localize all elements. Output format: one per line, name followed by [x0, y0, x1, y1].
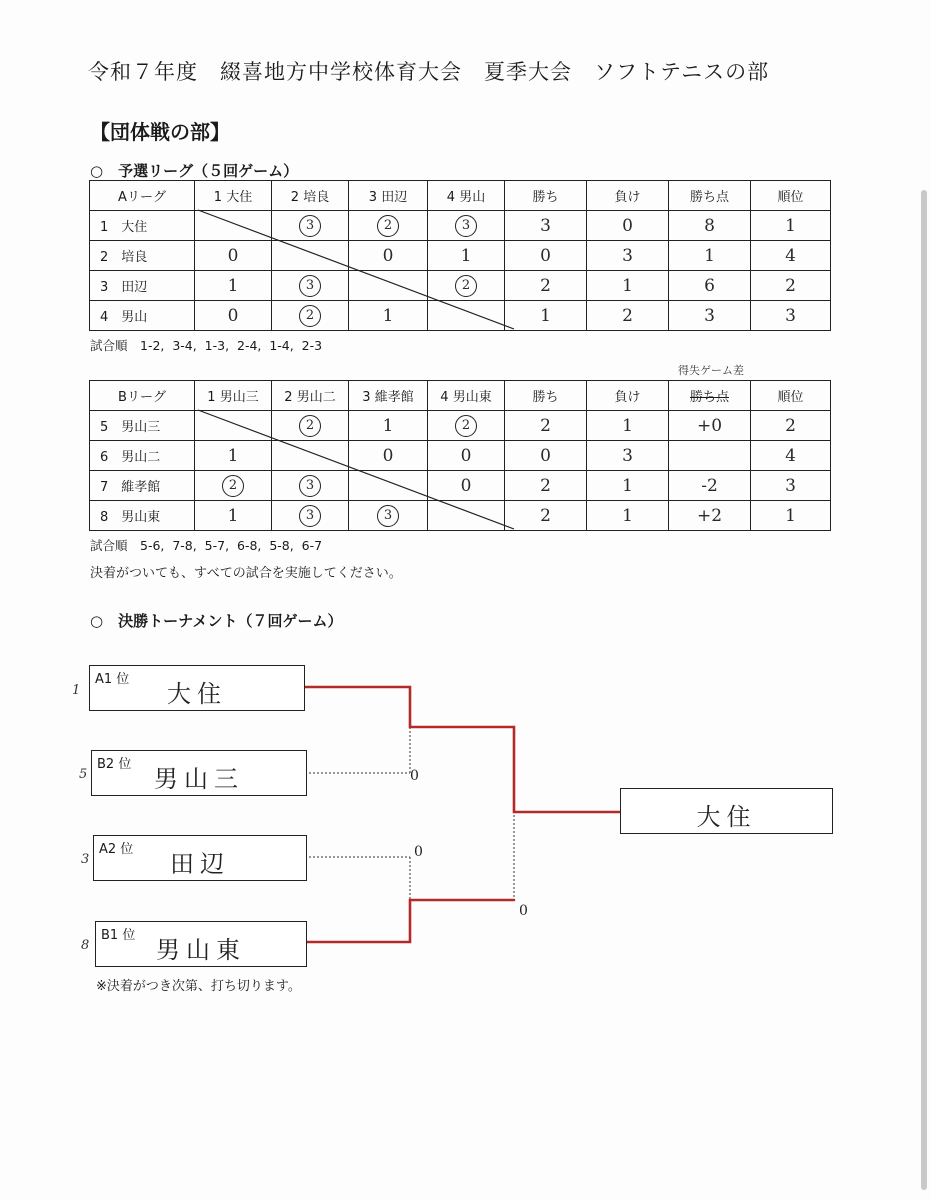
rank-cell: 3: [751, 471, 831, 501]
tournament-note: ※決着がつき次第、打ち切ります。: [96, 979, 301, 994]
bracket-slot-b1: [95, 921, 307, 967]
handwritten-note: 得失ゲーム差: [678, 364, 744, 377]
page-title: 令和７年度 綴喜地方中学校体育大会 夏季大会 ソフトテニスの部: [88, 60, 770, 84]
rank-cell: 2: [751, 411, 831, 441]
losses-cell: 3: [587, 241, 669, 271]
points-cell: +2: [669, 501, 751, 531]
result-cell: 1: [195, 441, 272, 471]
result-cell: 1: [195, 501, 272, 531]
seed-number: 1: [72, 683, 81, 698]
column-header: 4 男山東: [428, 381, 505, 411]
column-header: 3 維孝館: [349, 381, 428, 411]
slot-label: B1 位: [101, 928, 136, 943]
team-name: 8 男山東: [90, 501, 195, 531]
seed-number: 5: [79, 767, 88, 782]
match-score: 0: [410, 768, 419, 784]
seed-number: 3: [81, 852, 90, 867]
rank-cell: 4: [751, 441, 831, 471]
result-cell: 3: [272, 471, 349, 501]
team-name: 5 男山三: [90, 411, 195, 441]
points-cell: 3: [669, 301, 751, 331]
points-cell: 8: [669, 211, 751, 241]
result-cell: 0: [349, 241, 428, 271]
result-cell: 1: [428, 241, 505, 271]
result-cell: 2: [195, 471, 272, 501]
result-cell: 3: [349, 501, 428, 531]
points-cell: 1: [669, 241, 751, 271]
tournament-heading: ○ 決勝トーナメント（７回ゲーム）: [90, 612, 343, 630]
league-b-title: Bリーグ: [90, 381, 195, 411]
team-name: 7 維孝館: [90, 471, 195, 501]
result-cell: 0: [428, 441, 505, 471]
team-name: 4 男山: [90, 301, 195, 331]
match-score: 0: [519, 903, 528, 919]
column-header: 2 男山二: [272, 381, 349, 411]
result-cell: 2: [272, 411, 349, 441]
column-header: 1 男山三: [195, 381, 272, 411]
result-cell: 2: [428, 411, 505, 441]
losses-cell: 1: [587, 271, 669, 301]
result-cell: 3: [272, 211, 349, 241]
bracket-slot-a2: [93, 835, 307, 881]
result-cell: 1: [195, 271, 272, 301]
rank-cell: 1: [751, 211, 831, 241]
team-name: 2 培良: [90, 241, 195, 271]
match-score: 0: [414, 844, 423, 860]
wins-cell: 2: [505, 501, 587, 531]
league-heading: ○ 予選リーグ（５回ゲーム）: [90, 162, 299, 180]
column-header: 負け: [587, 181, 669, 211]
slot-label: B2 位: [97, 757, 132, 772]
scrollbar[interactable]: [921, 190, 927, 1190]
points-cell: 6: [669, 271, 751, 301]
column-header: 勝ち: [505, 381, 587, 411]
match-order: 試合順 1-2, 3-4, 1-3, 2-4, 1-4, 2-3: [90, 338, 323, 353]
result-cell: 0: [428, 471, 505, 501]
losses-cell: 1: [587, 501, 669, 531]
section-heading: 【団体戦の部】: [90, 120, 230, 144]
wins-cell: 0: [505, 441, 587, 471]
column-header: 順位: [751, 381, 831, 411]
losses-cell: 1: [587, 471, 669, 501]
result-cell: 3: [272, 271, 349, 301]
column-header: 4 男山: [428, 181, 505, 211]
result-cell: 1: [349, 301, 428, 331]
team-name: 1 大住: [90, 211, 195, 241]
losses-cell: 1: [587, 411, 669, 441]
rank-cell: 1: [751, 501, 831, 531]
column-header: 勝ち点: [669, 181, 751, 211]
result-cell: 3: [272, 501, 349, 531]
slot-team: 男山三: [154, 765, 244, 793]
column-header: 負け: [587, 381, 669, 411]
result-cell: 2: [272, 301, 349, 331]
rank-cell: 4: [751, 241, 831, 271]
result-cell: 2: [349, 211, 428, 241]
wins-cell: 2: [505, 471, 587, 501]
wins-cell: 1: [505, 301, 587, 331]
bracket-winner: [620, 788, 833, 834]
wins-cell: 2: [505, 411, 587, 441]
losses-cell: 3: [587, 441, 669, 471]
team-name: 6 男山二: [90, 441, 195, 471]
result-cell: 1: [349, 411, 428, 441]
seed-number: 8: [81, 938, 90, 953]
points-cell: +0: [669, 411, 751, 441]
column-header: 勝ち点: [669, 381, 751, 411]
result-cell: 3: [428, 211, 505, 241]
losses-cell: 2: [587, 301, 669, 331]
wins-cell: 0: [505, 241, 587, 271]
slot-label: A2 位: [99, 842, 134, 857]
column-header: 1 大住: [195, 181, 272, 211]
team-name: 3 田辺: [90, 271, 195, 301]
slot-team: 男山東: [156, 936, 246, 964]
slot-team: 大住: [167, 680, 227, 708]
column-header: 3 田辺: [349, 181, 428, 211]
result-cell: 0: [195, 241, 272, 271]
result-cell: 2: [428, 271, 505, 301]
slot-team: 田辺: [170, 850, 230, 878]
league-a-title: Aリーグ: [90, 181, 195, 211]
wins-cell: 3: [505, 211, 587, 241]
wins-cell: 2: [505, 271, 587, 301]
bracket-slot-a1: [89, 665, 305, 711]
rank-cell: 3: [751, 301, 831, 331]
column-header: 順位: [751, 181, 831, 211]
winner-team: 大住: [696, 803, 757, 831]
slot-label: A1 位: [95, 672, 130, 687]
match-order: 試合順 5-6, 7-8, 5-7, 6-8, 5-8, 6-7: [90, 538, 323, 553]
column-header: 2 培良: [272, 181, 349, 211]
losses-cell: 0: [587, 211, 669, 241]
rank-cell: 2: [751, 271, 831, 301]
points-cell: -2: [669, 471, 751, 501]
play-all-note: 決着がついても、すべての試合を実施してください。: [90, 566, 402, 581]
result-cell: 0: [195, 301, 272, 331]
result-cell: 0: [349, 441, 428, 471]
column-header: 勝ち: [505, 181, 587, 211]
bracket-slot-b2: [91, 750, 307, 796]
